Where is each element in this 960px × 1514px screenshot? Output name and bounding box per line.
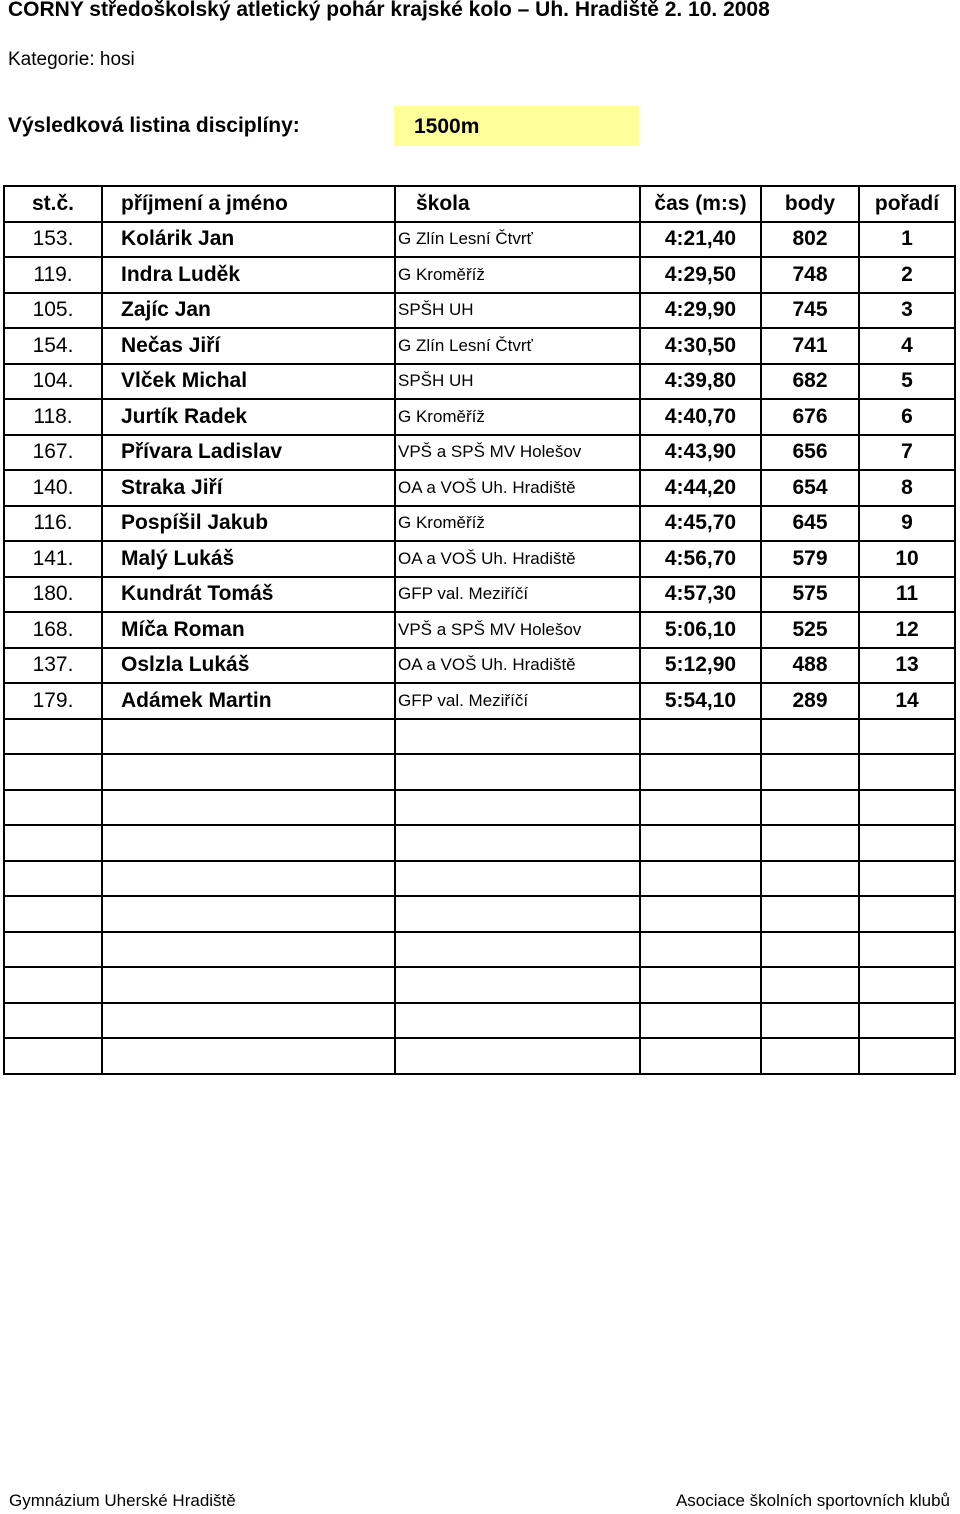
category-label: Kategorie: hosi xyxy=(8,49,135,70)
rank-cell xyxy=(859,1003,955,1039)
athlete-name-cell: Adámek Martin xyxy=(102,683,395,719)
athlete-name-cell xyxy=(102,967,395,1003)
time-cell: 4:56,70 xyxy=(640,541,761,577)
footer-organizer: Gymnázium Uherské Hradiště xyxy=(9,1491,236,1510)
start-number-cell xyxy=(4,1003,102,1039)
time-cell xyxy=(640,896,761,932)
rank-cell xyxy=(859,896,955,932)
school-cell xyxy=(395,790,640,826)
start-number-cell: 141. xyxy=(4,541,102,577)
rank-cell: 10 xyxy=(859,541,955,577)
table-row xyxy=(4,222,955,258)
athlete-name-cell xyxy=(102,754,395,790)
table-row xyxy=(4,896,955,932)
school-cell: OA a VOŠ Uh. Hradiště xyxy=(395,470,640,506)
points-cell: 525 xyxy=(761,612,859,648)
start-number-cell: 118. xyxy=(4,399,102,435)
time-cell: 4:39,80 xyxy=(640,364,761,400)
time-cell: 4:44,20 xyxy=(640,470,761,506)
start-number-cell: 119. xyxy=(4,257,102,293)
athlete-name-cell xyxy=(102,825,395,861)
time-cell: 4:30,50 xyxy=(640,328,761,364)
start-number-cell: 167. xyxy=(4,435,102,471)
rank-cell: 3 xyxy=(859,293,955,329)
athlete-name-cell: Vlček Michal xyxy=(102,364,395,400)
column-header-school: škola xyxy=(395,186,640,222)
table-row xyxy=(4,932,955,968)
table-row xyxy=(4,1003,955,1039)
rank-cell: 2 xyxy=(859,257,955,293)
time-cell: 4:29,50 xyxy=(640,257,761,293)
athlete-name-cell xyxy=(102,896,395,932)
rank-cell xyxy=(859,861,955,897)
rank-cell xyxy=(859,754,955,790)
table-row xyxy=(4,506,955,542)
points-cell: 802 xyxy=(761,222,859,258)
athlete-name-cell xyxy=(102,719,395,755)
time-cell: 5:54,10 xyxy=(640,683,761,719)
start-number-cell xyxy=(4,754,102,790)
points-cell: 748 xyxy=(761,257,859,293)
athlete-name-cell: Oslzla Lukáš xyxy=(102,648,395,684)
time-cell xyxy=(640,1038,761,1074)
points-cell xyxy=(761,861,859,897)
table-row xyxy=(4,399,955,435)
time-cell: 4:40,70 xyxy=(640,399,761,435)
rank-cell xyxy=(859,967,955,1003)
table-row xyxy=(4,754,955,790)
footer-association: Asociace školních sportovních klubů xyxy=(675,1491,950,1510)
points-cell xyxy=(761,896,859,932)
school-cell: SPŠH UH xyxy=(395,293,640,329)
school-cell: VPŠ a SPŠ MV Holešov xyxy=(395,435,640,471)
rank-cell: 4 xyxy=(859,328,955,364)
time-cell: 5:06,10 xyxy=(640,612,761,648)
time-cell: 4:43,90 xyxy=(640,435,761,471)
page-title: CORNY středoškolský atletický pohár krajské kolo – Uh. Hradiště 2. 10. 2008 xyxy=(8,0,770,21)
school-cell: G Zlín Lesní Čtvrť xyxy=(395,328,640,364)
column-header-time: čas (m:s) xyxy=(640,186,761,222)
time-cell: 4:29,90 xyxy=(640,293,761,329)
school-cell: G Kroměříž xyxy=(395,399,640,435)
school-cell: G Kroměříž xyxy=(395,257,640,293)
time-cell xyxy=(640,754,761,790)
school-cell: OA a VOŠ Uh. Hradiště xyxy=(395,541,640,577)
rank-cell: 6 xyxy=(859,399,955,435)
points-cell xyxy=(761,825,859,861)
results-table xyxy=(3,185,956,1075)
table-header-row xyxy=(4,186,955,222)
school-cell xyxy=(395,825,640,861)
school-cell xyxy=(395,1038,640,1074)
points-cell xyxy=(761,932,859,968)
table-row xyxy=(4,435,955,471)
column-header-rank: pořadí xyxy=(859,186,955,222)
school-cell: VPŠ a SPŠ MV Holešov xyxy=(395,612,640,648)
time-cell xyxy=(640,825,761,861)
points-cell: 676 xyxy=(761,399,859,435)
discipline-value: 1500m xyxy=(394,106,639,146)
school-cell xyxy=(395,967,640,1003)
points-cell: 645 xyxy=(761,506,859,542)
start-number-cell: 105. xyxy=(4,293,102,329)
column-header-start-number: st.č. xyxy=(4,186,102,222)
start-number-cell: 154. xyxy=(4,328,102,364)
rank-cell xyxy=(859,1038,955,1074)
school-cell: GFP val. Meziříčí xyxy=(395,577,640,613)
start-number-cell: 179. xyxy=(4,683,102,719)
points-cell xyxy=(761,1003,859,1039)
start-number-cell: 116. xyxy=(4,506,102,542)
table-row xyxy=(4,719,955,755)
table-row xyxy=(4,861,955,897)
rank-cell xyxy=(859,719,955,755)
athlete-name-cell: Přívara Ladislav xyxy=(102,435,395,471)
time-cell: 5:12,90 xyxy=(640,648,761,684)
rank-cell: 12 xyxy=(859,612,955,648)
time-cell: 4:21,40 xyxy=(640,222,761,258)
start-number-cell: 137. xyxy=(4,648,102,684)
time-cell: 4:45,70 xyxy=(640,506,761,542)
table-row xyxy=(4,577,955,613)
results-table-body xyxy=(4,186,955,1074)
time-cell xyxy=(640,932,761,968)
points-cell: 745 xyxy=(761,293,859,329)
start-number-cell: 168. xyxy=(4,612,102,648)
school-cell xyxy=(395,861,640,897)
rank-cell xyxy=(859,825,955,861)
table-row xyxy=(4,648,955,684)
start-number-cell xyxy=(4,719,102,755)
rank-cell: 14 xyxy=(859,683,955,719)
start-number-cell: 104. xyxy=(4,364,102,400)
athlete-name-cell xyxy=(102,1003,395,1039)
rank-cell: 9 xyxy=(859,506,955,542)
table-row xyxy=(4,328,955,364)
start-number-cell xyxy=(4,967,102,1003)
table-row xyxy=(4,683,955,719)
athlete-name-cell: Zajíc Jan xyxy=(102,293,395,329)
school-cell: G Kroměříž xyxy=(395,506,640,542)
start-number-cell xyxy=(4,861,102,897)
table-row xyxy=(4,967,955,1003)
table-row xyxy=(4,293,955,329)
school-cell xyxy=(395,932,640,968)
points-cell: 575 xyxy=(761,577,859,613)
table-row xyxy=(4,1038,955,1074)
rank-cell: 5 xyxy=(859,364,955,400)
rank-cell: 11 xyxy=(859,577,955,613)
time-cell xyxy=(640,790,761,826)
school-cell xyxy=(395,719,640,755)
rank-cell: 7 xyxy=(859,435,955,471)
athlete-name-cell: Straka Jiří xyxy=(102,470,395,506)
start-number-cell xyxy=(4,825,102,861)
table-row xyxy=(4,825,955,861)
start-number-cell: 140. xyxy=(4,470,102,506)
athlete-name-cell xyxy=(102,861,395,897)
athlete-name-cell: Indra Luděk xyxy=(102,257,395,293)
time-cell xyxy=(640,1003,761,1039)
rank-cell: 13 xyxy=(859,648,955,684)
points-cell: 579 xyxy=(761,541,859,577)
athlete-name-cell: Kolárik Jan xyxy=(102,222,395,258)
points-cell: 682 xyxy=(761,364,859,400)
time-cell xyxy=(640,719,761,755)
points-cell: 488 xyxy=(761,648,859,684)
points-cell xyxy=(761,967,859,1003)
athlete-name-cell: Kundrát Tomáš xyxy=(102,577,395,613)
start-number-cell xyxy=(4,932,102,968)
school-cell: G Zlín Lesní Čtvrť xyxy=(395,222,640,258)
points-cell: 741 xyxy=(761,328,859,364)
table-row xyxy=(4,790,955,826)
discipline-label: Výsledková listina disciplíny: xyxy=(8,114,300,137)
athlete-name-cell: Pospíšil Jakub xyxy=(102,506,395,542)
column-header-points: body xyxy=(761,186,859,222)
athlete-name-cell xyxy=(102,1038,395,1074)
start-number-cell xyxy=(4,896,102,932)
athlete-name-cell: Malý Lukáš xyxy=(102,541,395,577)
athlete-name-cell xyxy=(102,932,395,968)
points-cell xyxy=(761,719,859,755)
rank-cell: 1 xyxy=(859,222,955,258)
table-row xyxy=(4,541,955,577)
table-row xyxy=(4,364,955,400)
rank-cell: 8 xyxy=(859,470,955,506)
points-cell xyxy=(761,754,859,790)
athlete-name-cell xyxy=(102,790,395,826)
table-row xyxy=(4,257,955,293)
points-cell: 656 xyxy=(761,435,859,471)
points-cell xyxy=(761,790,859,826)
school-cell xyxy=(395,754,640,790)
time-cell xyxy=(640,861,761,897)
school-cell xyxy=(395,896,640,932)
points-cell: 654 xyxy=(761,470,859,506)
points-cell xyxy=(761,1038,859,1074)
school-cell xyxy=(395,1003,640,1039)
table-row xyxy=(4,470,955,506)
start-number-cell xyxy=(4,790,102,826)
table-row xyxy=(4,612,955,648)
school-cell: SPŠH UH xyxy=(395,364,640,400)
rank-cell xyxy=(859,932,955,968)
rank-cell xyxy=(859,790,955,826)
athlete-name-cell: Míča Roman xyxy=(102,612,395,648)
athlete-name-cell: Nečas Jiří xyxy=(102,328,395,364)
school-cell: GFP val. Meziříčí xyxy=(395,683,640,719)
start-number-cell: 153. xyxy=(4,222,102,258)
time-cell xyxy=(640,967,761,1003)
start-number-cell: 180. xyxy=(4,577,102,613)
school-cell: OA a VOŠ Uh. Hradiště xyxy=(395,648,640,684)
points-cell: 289 xyxy=(761,683,859,719)
column-header-name: příjmení a jméno xyxy=(102,186,395,222)
start-number-cell xyxy=(4,1038,102,1074)
time-cell: 4:57,30 xyxy=(640,577,761,613)
athlete-name-cell: Jurtík Radek xyxy=(102,399,395,435)
